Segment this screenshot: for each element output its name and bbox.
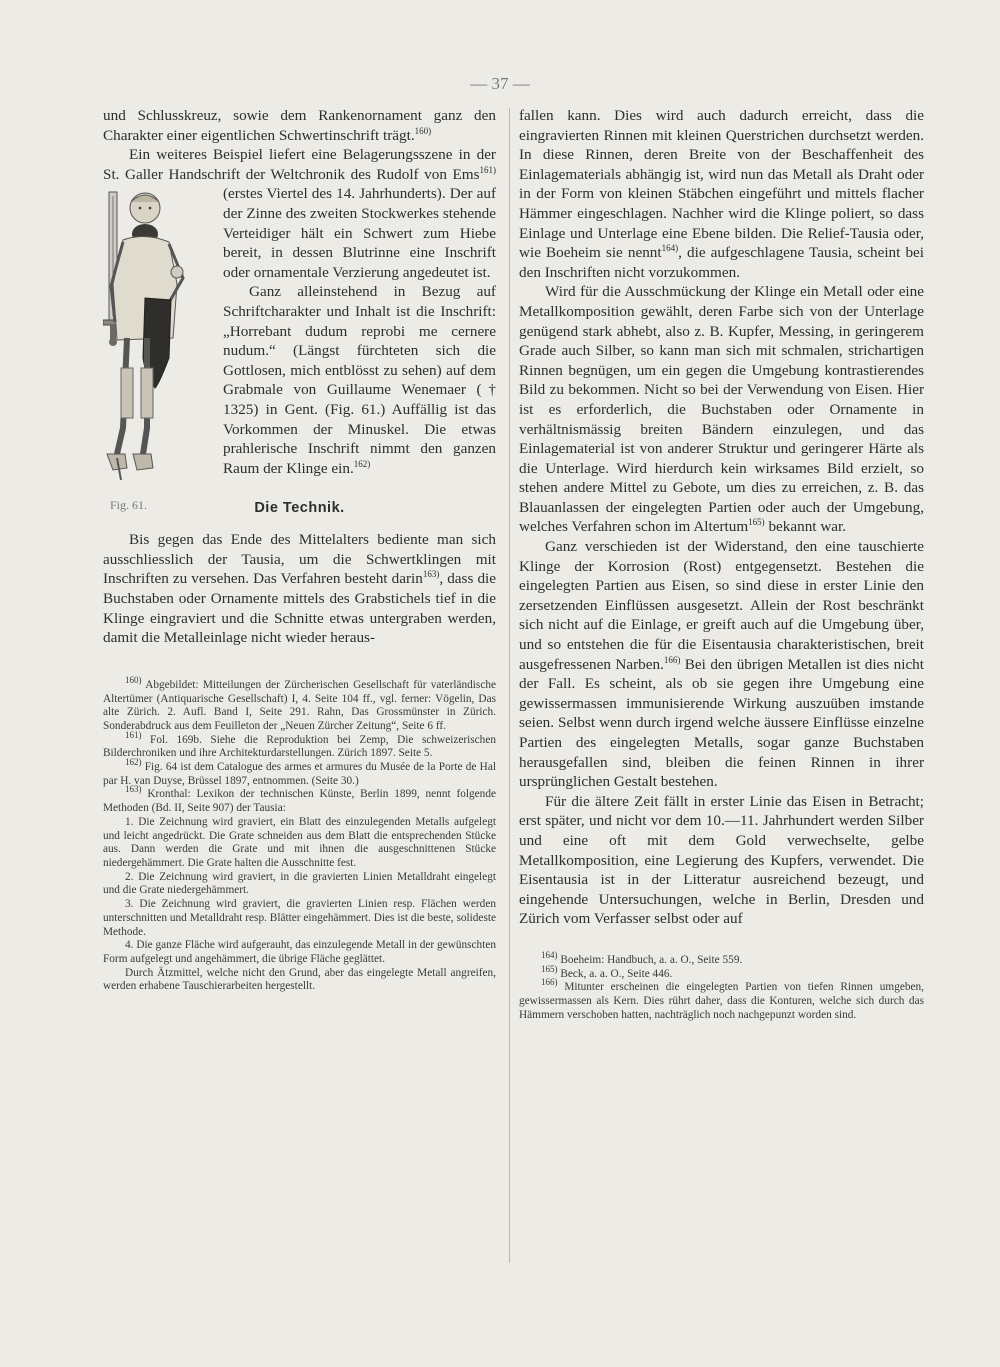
section-heading: Die Technik. (254, 500, 345, 517)
footnote: $^{165)}$ Beck, a. a. O., Seite 446. (541, 963, 673, 980)
paragraph: Für die ältere Zeit fällt in erster Linie das Eisen in Betracht; erst später, und nicht vor dem 10.—11. Jahrhundert werden Silber und eine oft mit dem Gold verwechselte, gelbe Metallkomposition, eine Legierung des Kupfers, verwendet. Die Eisentausia ist in der Litteratur ausreichend bezeugt, und eingehende Untersuchungen, welche in Berlin, Dresden und Zürich vom Verfasser selbst oder auf (519, 792, 924, 928)
paragraph: Wird für die Ausschmückung der Klinge ein Metall oder eine Metallkomposition gewählt, deren Farbe sich von der Unterlage genügend stark abhebt, also z. B. Kupfer, Messing, in geringerem Grade auch Silber, so kann man sich mit schmalen, strichartigen Rinnen begnügen, um ein gegen die Umgebung kontrastierendes Bild zu bekommen. Nicht so bei der Verwendung von Eisen. Hier ist es erforderlich, die Buchstaben oder Ornamente in verhältnismässig breiten Bändern einzulegen, und das Einlagematerial ist von anderer Struktur und geringerer Härte als die Unterlage. Wird hierdurch kein wirksames Bild erzielt, so stehen andere Mittel zu Gebote, um dies zu erreichen, z. B. das Blauanlassen der eingelegten Partien oder auch der Umgebung, welches Verfahren schon im Altertum$^{165)}$ bekannt war. (519, 283, 924, 536)
paragraph: Bis gegen das Ende des Mittelalters bediente man sich ausschliesslich der Tausia, um die Schwertklingen mit Inschriften zu versehen. Das Verfahren besteht darin$^{163)}$, dass die Buchstaben oder Ornamente mittels des Grabstichels tief in die Klinge eingraviert und die Schnitte etwas untergraben werden, damit die Metalleinlage nicht wieder heraus- (103, 531, 496, 647)
footnote-ref[interactable]: 161) (479, 164, 496, 175)
paragraph: Ein weiteres Beispiel liefert eine Belagerungsszene in der St. Galler Handschrift der Weltchronik des Rudolf von Ems$^{161)}$ (erstes Viertel des 14. Jahrhunderts). Der auf der Zinne des zweiten Stockwerkes stehende Verteidiger hält ein Schwert zum Hiebe bereit, in dessen Blutrinne eine Inschrift oder ornamentale Verzierung angedeutet ist. (103, 145, 496, 282)
paragraph: und Schlusskreuz, sowie dem Rankenornament ganz den Charakter einer eigentlichen Schwertinschrift trägt.$^{160)}$ (103, 107, 496, 144)
footnote-method: 2. Die Zeichnung wird graviert, in die gravierten Linien Metalldraht eingelegt und die Grate niedergehämmert. (103, 870, 496, 897)
page-number: — 37 — (470, 74, 530, 93)
footnote-method: 4. Die ganze Fläche wird aufgerauht, das einzulegende Metall in der gewünschten Form aufgelegt und angehämmert, die übrige Fläche geglättet. (103, 939, 496, 965)
footnote: $^{166)}$ Mitunter erscheinen die eingelegten Partien von tiefen Rinnen umgeben, gewissermassen als Kern. Dies rührt daher, dass die Konturen, welche sich durch das Hämmern verschoben hatten, nachträglich noch nachgepunzt worden sind. (519, 977, 924, 1021)
footnote-ref[interactable]: 164) (661, 243, 679, 254)
footnote-ref[interactable]: 165) (748, 517, 765, 528)
footnote-ref[interactable]: 162) (353, 458, 371, 469)
footnote-method: Durch Ätzmittel, welche nicht den Grund, aber das eingelegte Metall angreifen, werden erhabene Tauschierarbeiten hergestellt. (103, 966, 496, 993)
knight-figure-illustration (103, 188, 203, 488)
footnote-method: 3. Die Zeichnung wird graviert, die gravierten Linien resp. Flächen werden unterschnitten und Metalldraht resp. Blätter eingehämmert. Dies ist die beste, solideste Methode. (103, 898, 496, 938)
footnote: $^{160)}$ Abgebildet: Mitteilungen der Zürcherischen Gesellschaft für vaterländische Altertümer (Antiquarische Gesellschaft) I, 4. Seite 104 ff., vgl. ferner: Vögelin, Das alte Zürich. 2. Aufl. Band I, Seite 291. Rahn, Das Grossmünster in Zürich. Sonderabdruck aus dem Feuilleton der „Neuen Zürcher Zeitung“, Seite 6 ff. (103, 675, 496, 732)
footnote: $^{164)}$ Boeheim: Handbuch, a. a. O., Seite 559. (541, 950, 743, 966)
footnote-ref[interactable]: 160) (414, 125, 432, 136)
paragraph: Ganz alleinstehend in Bezug auf Schriftcharakter und Inhalt ist die Inschrift: „Horrebant dudum reprobi me cernere nudum.“ (Längst fürchteten sich die Gottlosen, mich entblösst zu sehen) auf dem Grabmale von Guillaume Wenemaer († 1325) in Gent. (Fig. 61.) Auffällig ist das Vorkommen der Minuskel. Die etwas prahlerische Inschrift nimmt den ganzen Raum der Klinge ein.$^{162)}$ (223, 283, 496, 477)
figure-caption: Fig. 61. (110, 498, 148, 512)
figure-61 (103, 188, 209, 496)
paragraph: fallen kann. Dies wird auch dadurch erreicht, dass die eingravierten Rinnen mit kleinen Querstrichen durchsetzt werden. In diese Rinnen, deren Breite von der Beschaffenheit des Einlagematerials abhängig ist, wird nun das Metall als Draht oder in der Form von kleinen Stäbchen eingeführt und mittels flacher Hämmer eingeschlagen. Nachher wird die Klinge poliert, so dass Einlage und Unterlage eine Ebene bilden. Die Relief-Tausia oder, wie Boeheim sie nennt$^{164)}$, die aufgeschlagene Tausia, scheint bei den Inschriften nicht vorzukommen. (519, 107, 924, 281)
column-divider (509, 108, 510, 1263)
paragraph: Ganz verschieden ist der Widerstand, den eine tauschierte Klinge der Korrosion (Rost) entgegensetzt. Bestehen die eingelegten Partien aus Eisen, so sind diese in erster Linie den zersetzenden Einflüssen ausgesetzt. Allein der Rost beschränkt sich nicht auf die Einlage, er greift auch auf die Umgebung über, und so entstehen die für die Eisentausia charakteristischen, breit ausgefressenen Narben.$^{166)}$ Bei den übrigen Metallen ist dies nicht der Fall. Es scheint, als ob sie gegen ihre Umgebung eine gewissermassen immunisierende Wirkung auszuüben imstande seien. Selbst wenn durch irgend welche äussere Einflüsse einzelne Partien des eingelegten Metalls, sogar ganze Buchstaben herausgefallen sind, bleiben die feinen Rinnen in ihrer ursprünglichen Gestalt bestehen. (519, 538, 924, 791)
footnote-ref[interactable]: 166) (663, 654, 681, 665)
footnote: $^{163)}$ Kronthal: Lexikon der technischen Künste, Berlin 1899, nennt folgende Methoden (Bd. II, Seite 907) der Tausia: (103, 784, 496, 815)
left-column (103, 106, 496, 994)
footnote: $^{161)}$ Fol. 169b. Siehe die Reproduktion bei Zemp, Die schweizerischen Bilderchroniken und ihre Architekturdarstellungen. Zürich 1897. Seite 5. (103, 729, 496, 760)
footnote-method: 1. Die Zeichnung wird graviert, ein Blatt des einzulegenden Metalls aufgelegt und leicht angedrückt. Die Grate schneiden aus dem Blatt die entsprechenden Stücke aus. Dann werden die Grate und mit ihnen die ausgeschnittenen Stücke niedergehämmert. Die Grate halten die Ausschnitte fest. (103, 815, 496, 869)
footnote: $^{162)}$ Fig. 64 ist dem Catalogue des armes et armures du Musée de la Porte de Hal par H. van Duyse, Brüssel 1897, entnommen. (Seite 30.) (103, 757, 496, 787)
footnote-ref[interactable]: 163) (422, 569, 440, 580)
right-column (519, 106, 924, 1022)
